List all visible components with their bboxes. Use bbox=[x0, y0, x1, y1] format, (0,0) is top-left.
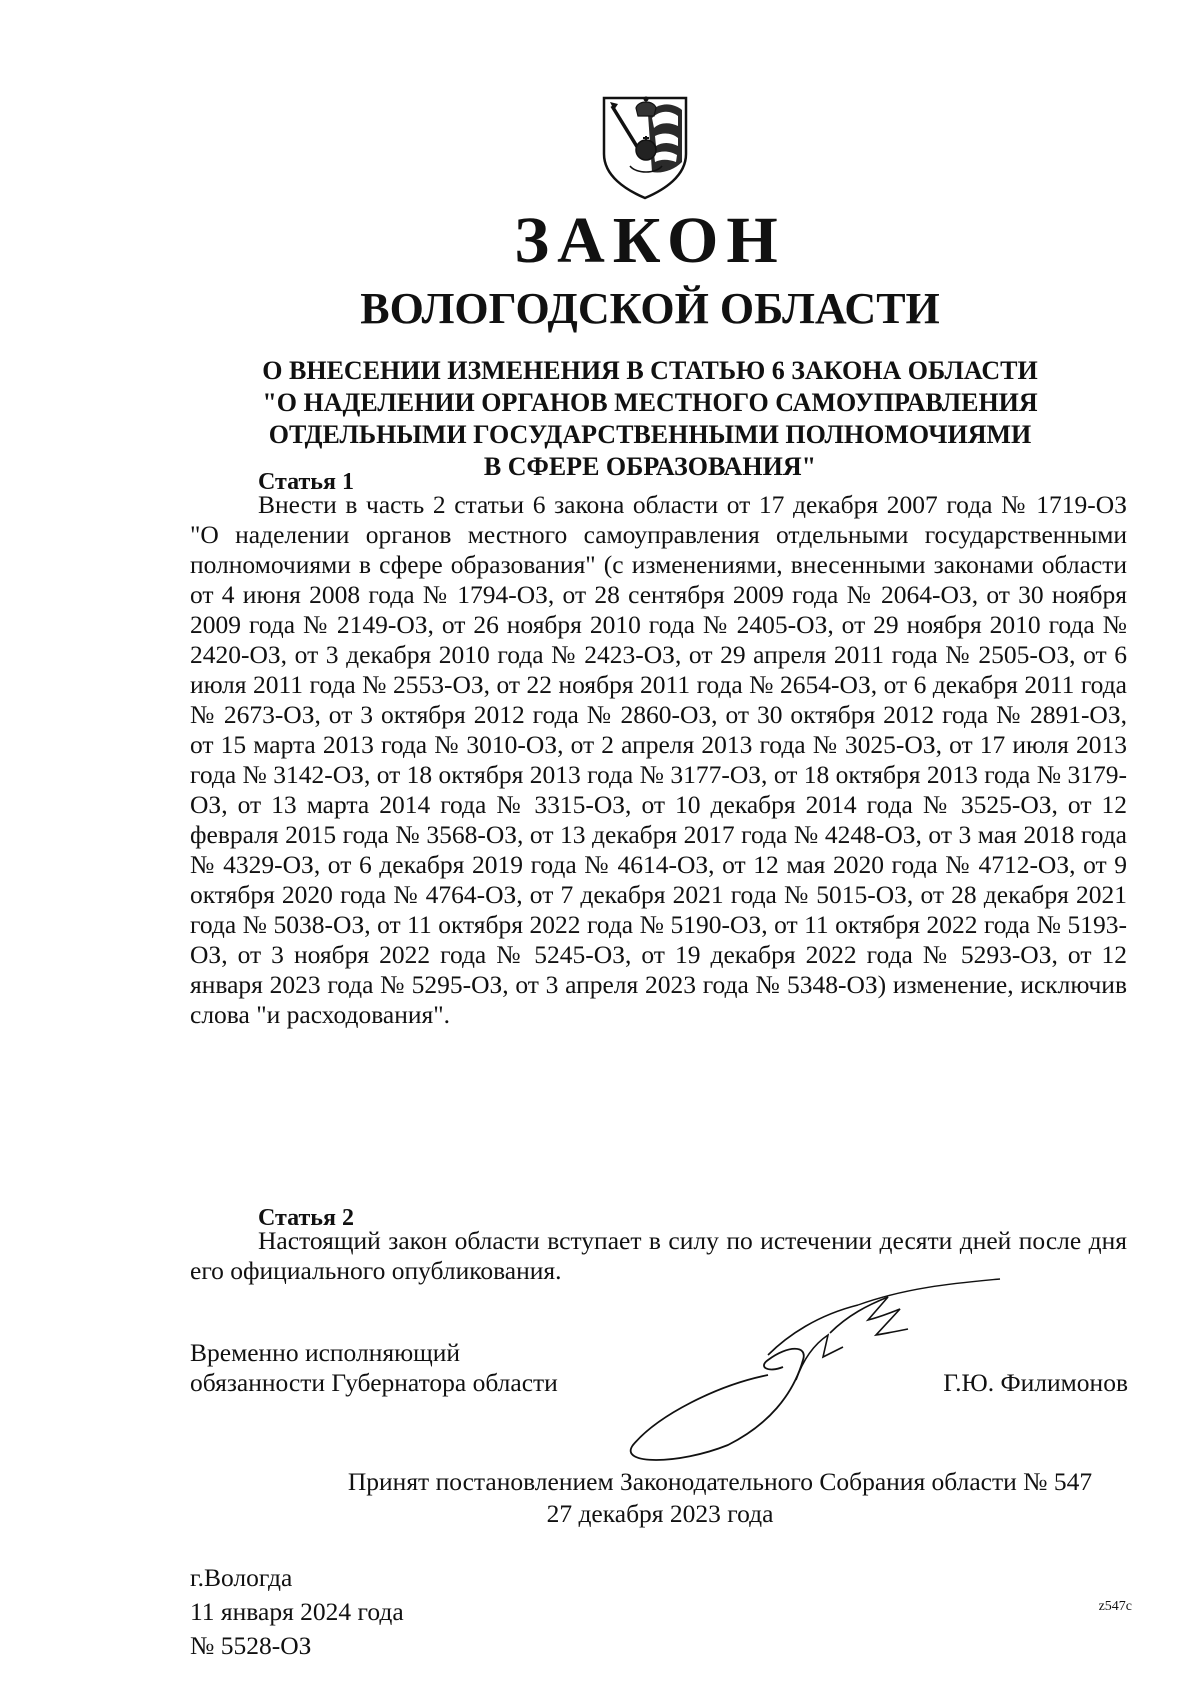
document-footer bbox=[190, 1561, 404, 1663]
signatory-position-line: обязанности Губернатора области bbox=[190, 1368, 558, 1397]
document-title: ЗАКОН bbox=[514, 204, 786, 277]
adoption-line: Принят постановлением Законодательного Собрания области № 547 bbox=[347, 1467, 1093, 1496]
adoption-note bbox=[190, 1466, 1130, 1530]
signatory-name: Г.Ю. Филимонов bbox=[943, 1368, 1128, 1397]
footer-city: г.Вологда bbox=[190, 1563, 293, 1592]
article-1-heading: Статья 1 bbox=[258, 469, 354, 495]
document-code: z547c bbox=[1098, 1599, 1132, 1614]
article-2-heading: Статья 2 bbox=[258, 1205, 354, 1231]
signatory-position bbox=[190, 1338, 558, 1398]
signatory-position-line: Временно исполняющий bbox=[190, 1338, 461, 1367]
article-1-text: Внести в часть 2 статьи 6 закона области от 17 декабря 2007 года № 1719-ОЗ "О наделении органов местного самоуправления отдельными государственными полномочиями в сфере образования" (с изменениями, внесенными законами области от 4 июня 2008 года № 1794-ОЗ, от 28 сентября 2009 года № 2064-ОЗ, от 30 ноября 2009 года № 2149-ОЗ, от 26 ноября 2010 года № 2405-ОЗ, от 29 ноября 2010 года № 2420-ОЗ, от 3 декабря 2010 года № 2423-ОЗ, от 29 апреля 2011 года № 2505-ОЗ, от 6 июля 2011 года № 2553-ОЗ, от 22 ноября 2011 года № 2654-ОЗ, от 6 декабря 2011 года № 2673-ОЗ, от 3 октября 2012 года № 2860-ОЗ, от 30 октября 2012 года № 2891-ОЗ, от 15 марта 2013 года № 3010-ОЗ, от 2 апреля 2013 года № 3025-ОЗ, от 17 июля 2013 года № 3142-ОЗ, от 18 октября 2013 года № 3177-ОЗ, от 18 октября 2013 года № 3179-ОЗ, от 13 марта 2014 года № 3315-ОЗ, от 10 декабря 2014 года № 3525-ОЗ, от 12 февраля 2015 года № 3568-ОЗ, от 13 декабря 2017 года № 4248-ОЗ, от 3 мая 2018 года № 4329-ОЗ, от 6 декабря 2019 года № 4614-ОЗ, от 12 мая 2020 года № 4712-ОЗ, от 9 октября 2020 года № 4764-ОЗ, от 7 декабря 2021 года № 5015-ОЗ, от 28 декабря 2021 года № 5038-ОЗ, от 11 октября 2022 года № 5190-ОЗ, от 11 октября 2022 года № 5193-ОЗ, от 3 ноября 2022 года № 5245-ОЗ, от 19 декабря 2022 года № 5293-ОЗ, от 12 января 2023 года № 5295-ОЗ, от 3 апреля 2023 года № 5348-ОЗ) изменение, исключив слова "и расходования". bbox=[190, 490, 1127, 1029]
article-2-text: Настоящий закон области вступает в силу по истечении десяти дней после дня его официального опубликования. bbox=[190, 1226, 1127, 1285]
document-subtitle bbox=[190, 355, 1110, 483]
subtitle-line: "О НАДЕЛЕНИИ ОРГАНОВ МЕСТНОГО САМОУПРАВЛЕНИЯ bbox=[262, 388, 1038, 417]
footer-number: № 5528-ОЗ bbox=[190, 1631, 312, 1660]
document-region: ВОЛОГОДСКОЙ ОБЛАСТИ bbox=[360, 284, 940, 333]
subtitle-line: О ВНЕСЕНИИ ИЗМЕНЕНИЯ В СТАТЬЮ 6 ЗАКОНА ОБЛАСТИ bbox=[262, 356, 1038, 385]
subtitle-line: В СФЕРЕ ОБРАЗОВАНИЯ" bbox=[483, 452, 817, 481]
adoption-date: 27 декабря 2023 года bbox=[546, 1499, 774, 1528]
subtitle-line: ОТДЕЛЬНЫМИ ГОСУДАРСТВЕННЫМИ ПОЛНОМОЧИЯМИ bbox=[268, 420, 1032, 449]
coat-of-arms-icon bbox=[600, 92, 690, 200]
footer-date: 11 января 2024 года bbox=[190, 1597, 404, 1626]
